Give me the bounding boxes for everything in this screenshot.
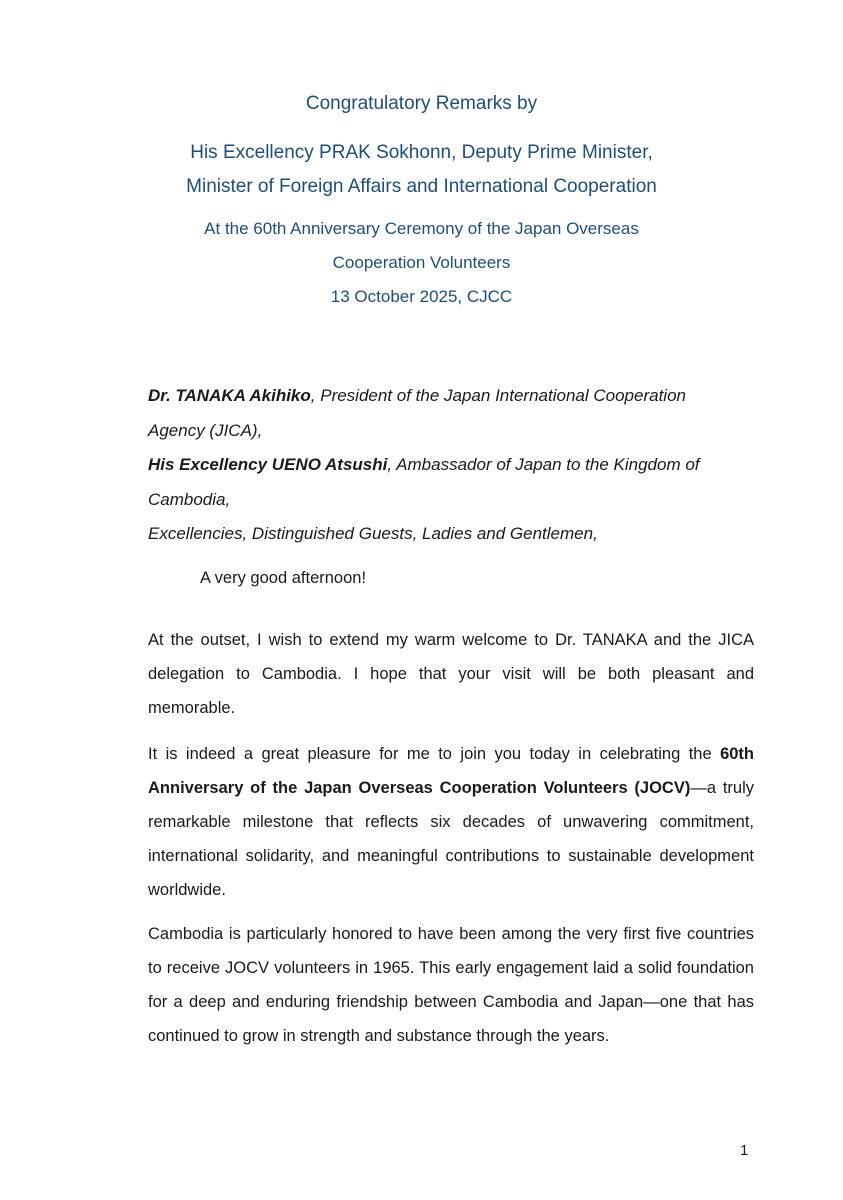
- speaker-line-1: His Excellency PRAK Sokhonn, Deputy Prime Minister,: [190, 142, 653, 163]
- salutation-1-title: , President of the Japan International Cooperation: [310, 386, 686, 405]
- salutation-3: Excellencies, Distinguished Guests, Ladies and Gentlemen,: [148, 524, 598, 543]
- event-line-1: At the 60th Anniversary Ceremony of the Japan Overseas: [204, 219, 639, 238]
- salutation-2-name: His Excellency UENO Atsushi: [148, 455, 388, 474]
- event-date: 13 October 2025, CJCC: [330, 287, 513, 306]
- salutations: [148, 379, 758, 552]
- salutation-1-line-1: [148, 379, 758, 414]
- paragraph-2-highlight: 60th Anniversary of the Japan Overseas Cooperation Volunteers (JOCV): [148, 744, 754, 797]
- remarks-title: Congratulatory Remarks by: [305, 93, 538, 114]
- paragraph-3: Cambodia is particularly honored to have been among the very first five countries to receive JOCV volunteers in 1965. This early engagement laid a solid foundation for a deep and enduring friendship between Cambodia and Japan—one that has continued to grow in strength and substance through the years.: [148, 924, 754, 1046]
- salutation-1-line-2: Agency (JICA),: [148, 420, 263, 440]
- paragraph-2-intro: It is indeed a great pleasure for me to join you today in celebrating the: [148, 744, 721, 763]
- salutation-2-line-2: Cambodia,: [148, 489, 231, 509]
- salutation-2-title: , Ambassador of Japan to the Kingdom of: [387, 455, 700, 474]
- paragraph-1: At the outset, I wish to extend my warm welcome to Dr. TANAKA and the JICA delegation to Cambodia. I hope that your visit will be both pleasant and memorable.: [148, 630, 754, 717]
- greeting: A very good afternoon!: [200, 569, 367, 587]
- paragraph-2: [148, 737, 754, 908]
- salutation-2-line-1: [148, 448, 758, 483]
- salutation-1-name: Dr. TANAKA Akihiko: [148, 386, 311, 405]
- page-number: 1: [740, 1142, 749, 1159]
- speaker-line-2: Minister of Foreign Affairs and International Cooperation: [186, 176, 657, 197]
- remarks-header: [0, 90, 843, 314]
- paragraph-2-rest: —a truly remarkable milestone that reflects six decades of unwavering commitment, international solidarity, and meaningful contributions to sustainable development worldwide.: [148, 778, 754, 900]
- event-line-2: Cooperation Volunteers: [332, 253, 511, 272]
